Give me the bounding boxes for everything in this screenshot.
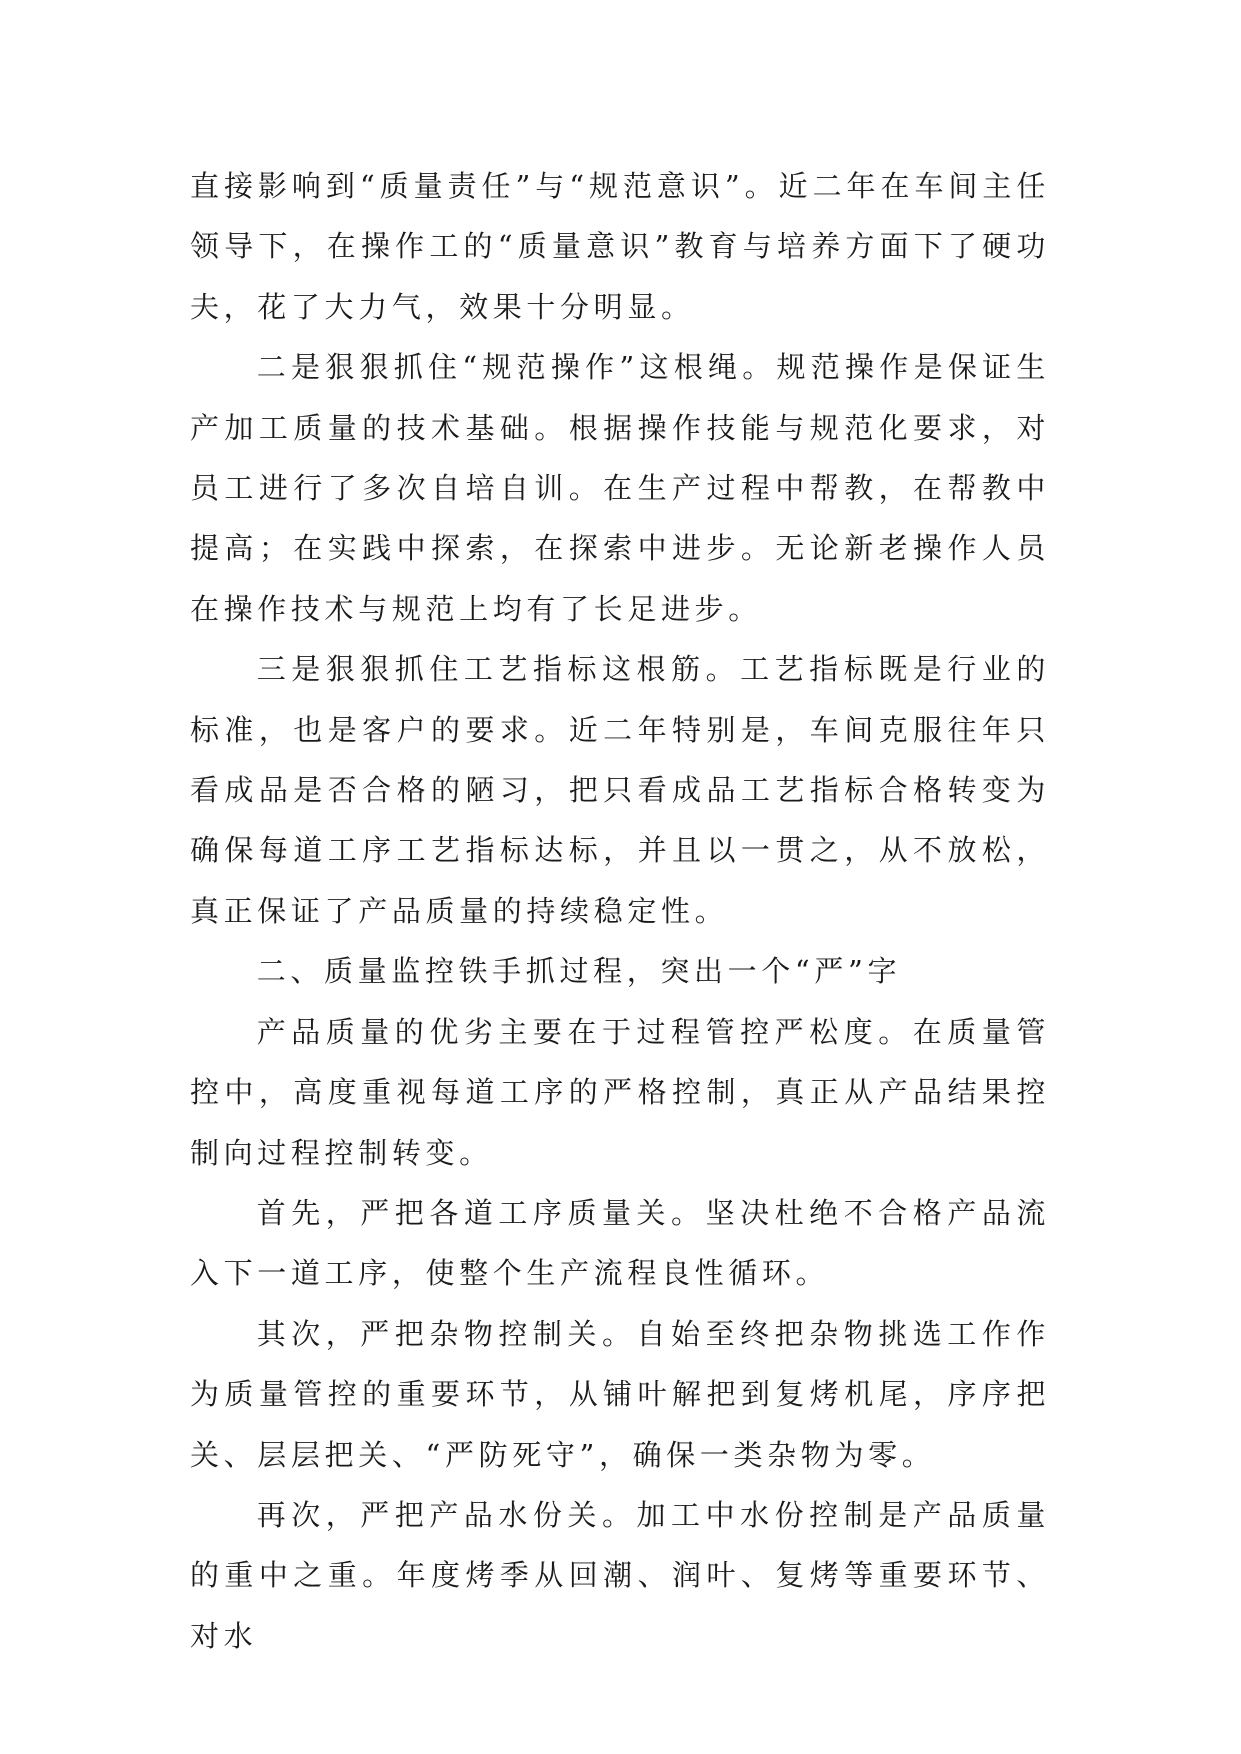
document-body bbox=[190, 156, 1050, 1666]
paragraph-3: 三是狠狠抓住工艺指标这根筋。工艺指标既是行业的标准，也是客户的要求。近二年特别是，车间克服往年只看成品是否合格的陋习，把只看成品工艺指标合格转变为确保每道工序工艺指标达标，并且以一贯之，从不放松，真正保证了产品质量的持续稳定性。 bbox=[190, 652, 1050, 928]
paragraph-8: 再次，严把产品水份关。加工中水份控制是产品质量的重中之重。年度烤季从回潮、润叶、复烤等重要环节、对水 bbox=[190, 1497, 1050, 1653]
paragraph-2: 二是狠狠抓住“规范操作”这根绳。规范操作是保证生产加工质量的技术基础。根据操作技能与规范化要求，对员工进行了多次自培自训。在生产过程中帮教，在帮教中提高；在实践中探索，在探索中进步。无论新老操作人员在操作技术与规范上均有了长足进步。 bbox=[190, 350, 1050, 626]
section-heading: 二、质量监控铁手抓过程，突出一个“严”字 bbox=[256, 954, 902, 989]
paragraph-5: 产品质量的优劣主要在于过程管控严松度。在质量管控中，高度重视每道工序的严格控制，真正从产品结果控制向过程控制转变。 bbox=[190, 1014, 1050, 1170]
paragraph-1: 直接影响到“质量责任”与“规范意识”。近二年在车间主任领导下，在操作工的“质量意识”教育与培养方面下了硬功夫，花了大力气，效果十分明显。 bbox=[190, 169, 1050, 324]
paragraph-6: 首先，严把各道工序质量关。坚决杜绝不合格产品流入下一道工序，使整个生产流程良性循环。 bbox=[190, 1195, 1050, 1291]
paragraph-7: 其次，严把杂物控制关。自始至终把杂物挑选工作作为质量管控的重要环节，从铺叶解把到复烤机尾，序序把关、层层把关、“严防死守”，确保一类杂物为零。 bbox=[190, 1316, 1050, 1472]
